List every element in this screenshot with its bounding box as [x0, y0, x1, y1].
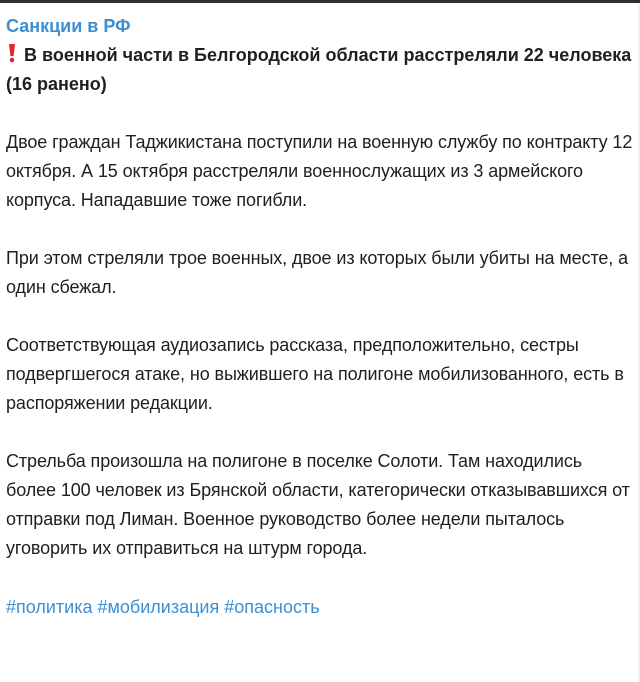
- channel-post: [0, 3, 640, 622]
- post-headline: [6, 41, 634, 99]
- paragraph-3: Соответствующая аудиозапись рассказа, предположительно, сестры подвергшегося атаке, но выжившего на полигоне мобилизованного, есть в распоряжении редакции.: [6, 335, 624, 413]
- channel-name[interactable]: Санкции в РФ: [6, 16, 131, 36]
- hashtag-mobilization[interactable]: #мобилизация: [97, 597, 220, 617]
- headline-text: В военной части в Белгородской области расстреляли 22 человека (16 ранено): [6, 45, 632, 94]
- red-exclamation-icon: [6, 43, 18, 63]
- hashtag-danger[interactable]: #опасность: [224, 597, 320, 617]
- paragraph-4: Стрельба произошла на полигоне в поселке Солоти. Там находились более 100 человек из Брянской области, категорически отказывавшихся от отправки под Лиман. Военное руководство более недели пыталось уговорить их отправиться на штурм города.: [6, 451, 630, 558]
- paragraph-2: При этом стреляли трое военных, двое из которых были убиты на месте, а один сбежал.: [6, 248, 629, 297]
- hashtags: [6, 593, 634, 622]
- paragraph-1: Двое граждан Таджикистана поступили на военную службу по контракту 12 октября. А 15 октября расстреляли военнослужащих из 3 армейского корпуса. Нападавшие тоже погибли.: [6, 132, 633, 210]
- hashtag-politics[interactable]: #политика: [6, 597, 93, 617]
